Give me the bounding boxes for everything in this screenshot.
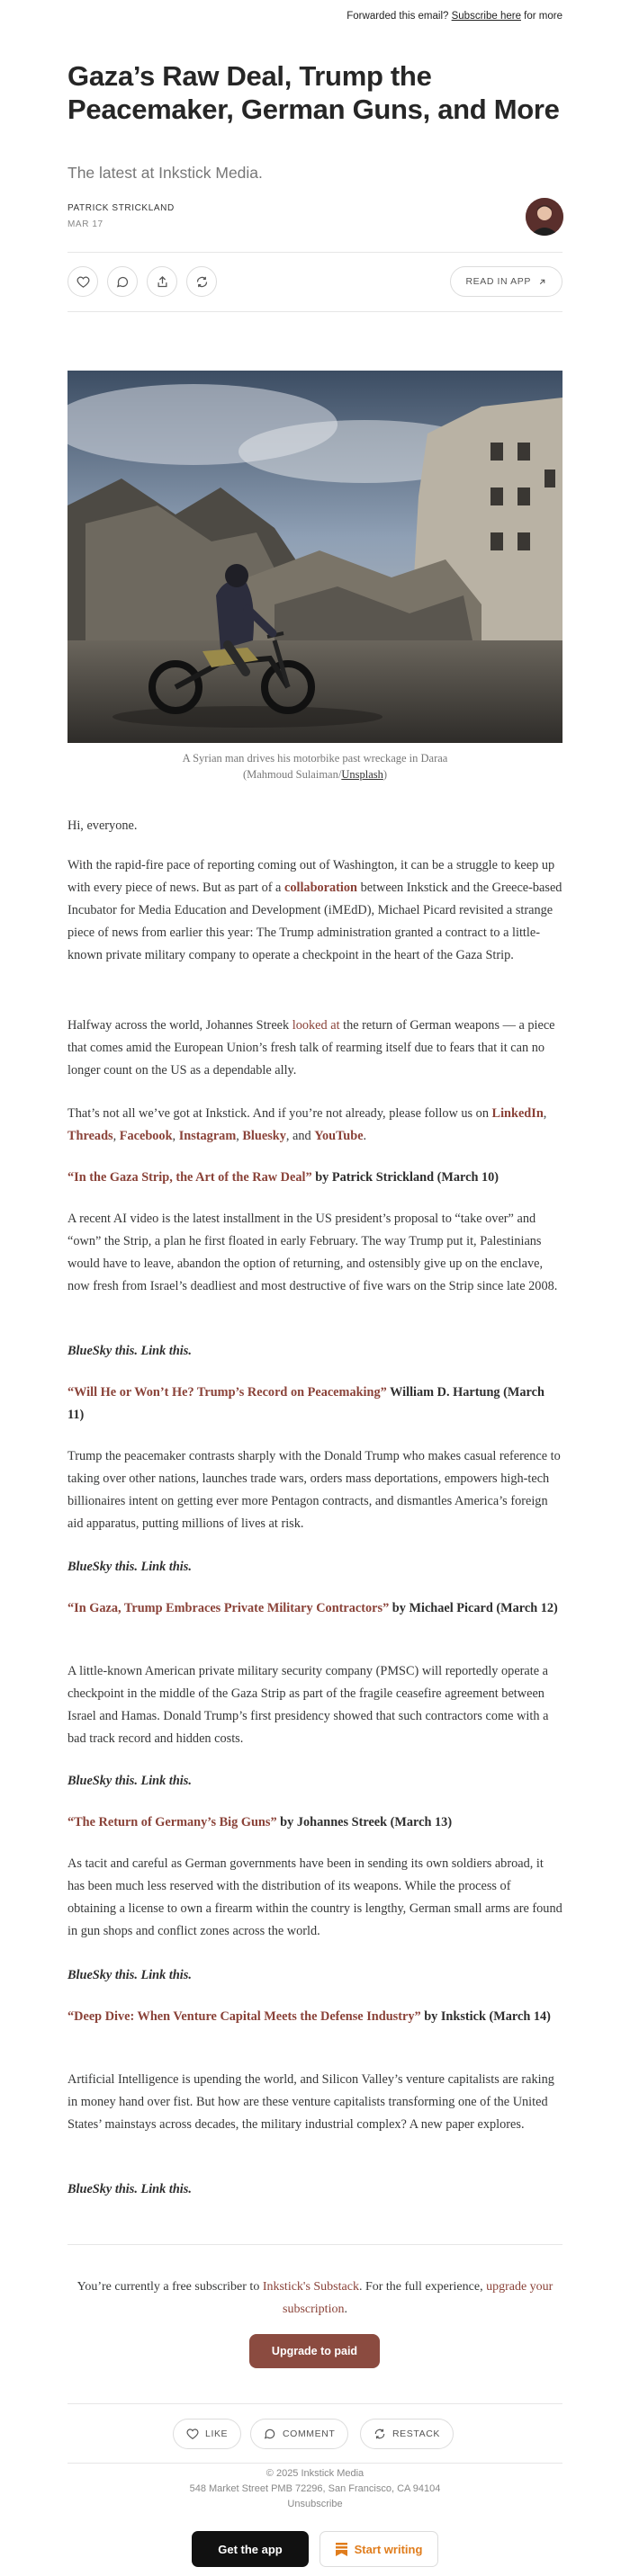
sep: , bbox=[543, 1106, 547, 1121]
restack-icon[interactable] bbox=[186, 266, 217, 297]
comment-button[interactable] bbox=[250, 2419, 348, 2449]
article-links: BlueSky this. Link this. bbox=[68, 1774, 192, 1788]
unsplash-link[interactable]: Unsplash bbox=[341, 768, 383, 781]
article-this-link[interactable]: this bbox=[168, 1774, 189, 1788]
article-summary: Trump the peacemaker contrasts sharply with the Donald Trump who makes casual reference to taking over other nations, launches trade wars, orders mass deportations, empowers high-tech billionaires intent on getting ever more Pentagon contracts, and dismantles America’s foreign aid apparatus, putting millions of lives at risk. bbox=[68, 1449, 561, 1531]
intro-2a: Halfway across the world, Johannes Streek bbox=[68, 1018, 292, 1033]
threads-link[interactable]: Threads bbox=[68, 1129, 113, 1143]
arrow-up-right-icon bbox=[537, 277, 547, 287]
read-in-app-button[interactable] bbox=[450, 266, 562, 297]
upgrade-link[interactable]: upgrade your subscription bbox=[283, 2280, 554, 2316]
like-button[interactable] bbox=[173, 2419, 241, 2449]
intro-1a: With the rapid-fire pace of reporting coming out of Washington, it can be a struggle to keep up with every piece of news. But as part of a bbox=[68, 858, 555, 895]
upgrade-to-paid-button[interactable]: Upgrade to paid bbox=[249, 2334, 380, 2368]
article-title-link[interactable]: “Deep Dive: When Venture Capital Meets the Defense Industry” bbox=[68, 2009, 421, 2024]
link-label: Link bbox=[140, 1560, 166, 1574]
article-title-link[interactable]: “In Gaza, Trump Embraces Private Military Contractors” bbox=[68, 1601, 390, 1615]
like-label: LIKE bbox=[205, 2428, 229, 2439]
article-title-link[interactable]: “Will He or Won’t He? Trump’s Record on Peacemaking” bbox=[68, 1385, 387, 1400]
link-label: Link bbox=[140, 2182, 166, 2196]
forward-suffix: for more bbox=[524, 11, 562, 22]
bluesky-label: BlueSky bbox=[68, 2182, 112, 2196]
substack-link[interactable]: Inkstick's Substack bbox=[262, 2280, 359, 2294]
heart-icon bbox=[186, 2428, 199, 2440]
caption-line-2 bbox=[68, 766, 562, 783]
bluesky-this-link[interactable]: this bbox=[114, 1774, 135, 1788]
sub-text-b: . For the full experience, bbox=[358, 2280, 487, 2294]
article-this-link[interactable]: this bbox=[168, 1560, 189, 1574]
link-label: Link bbox=[140, 1774, 166, 1788]
article-heading bbox=[68, 1167, 562, 1189]
bluesky-this-link[interactable]: this bbox=[114, 2182, 135, 2196]
bluesky-label: BlueSky bbox=[68, 1344, 112, 1358]
bluesky-this-link[interactable]: this bbox=[114, 1560, 135, 1574]
comment-icon[interactable] bbox=[107, 266, 138, 297]
sub-text-c: . bbox=[344, 2303, 347, 2316]
copyright: © 2025 Inkstick Media bbox=[266, 2468, 364, 2479]
article-byline: by Johannes Streek (March 13) bbox=[276, 1815, 453, 1829]
sep: , bbox=[172, 1129, 179, 1143]
bluesky-link[interactable]: Bluesky bbox=[242, 1129, 286, 1143]
article-heading bbox=[68, 2006, 562, 2028]
forward-text: Forwarded this email? bbox=[346, 11, 449, 22]
article-links: BlueSky this. Link this. bbox=[68, 1968, 192, 1982]
post-actions bbox=[68, 266, 562, 297]
collaboration-link[interactable]: collaboration bbox=[284, 881, 357, 895]
article-byline: by Patrick Strickland (March 10) bbox=[311, 1170, 500, 1185]
article-links: BlueSky this. Link this. bbox=[68, 2182, 192, 2196]
restack-icon bbox=[374, 2428, 386, 2440]
article-heading bbox=[68, 1811, 562, 1834]
period: . bbox=[363, 1129, 367, 1143]
hero-caption bbox=[68, 750, 562, 783]
instagram-link[interactable]: Instagram bbox=[178, 1129, 237, 1143]
article-byline: William D. Hartung (March 11) bbox=[68, 1385, 544, 1422]
article-summary: A recent AI video is the latest installment in the US president’s proposal to “take over” and “own” the Strip, a plan he first floated in early February. The way Trump put it, Palestinians would have to leave, abandon the option of returning, and ostensibly give up on the enclave, now fresh from Israel’s deadliest and most destructive of five wars on the Strip since late 2008. bbox=[68, 1212, 558, 1293]
article-summary: A little-known American private military security company (PMSC) will reportedly operate a checkpoint in the middle of the Gaza Strip as part of the fragile ceasefire agreement between Israel and Hamas. Donald Trump’s first presidency showed that such contractors come with a bad track record and hidden costs. bbox=[68, 1664, 549, 1746]
sep: , bbox=[236, 1129, 243, 1143]
avatar[interactable] bbox=[526, 198, 563, 236]
article-links: BlueSky this. Link this. bbox=[68, 1344, 192, 1358]
intro-paragraph-1 bbox=[68, 854, 562, 967]
link-label: Link bbox=[140, 1968, 166, 1982]
comment-icon bbox=[264, 2428, 276, 2440]
comment-label: COMMENT bbox=[283, 2428, 336, 2439]
author-name[interactable]: PATRICK STRICKLAND bbox=[68, 203, 175, 213]
article-byline: by Michael Picard (March 12) bbox=[389, 1601, 558, 1615]
start-writing-label: Start writing bbox=[354, 2542, 423, 2556]
bluesky-this-link[interactable]: this bbox=[114, 1968, 135, 1982]
restack-label: RESTACK bbox=[392, 2428, 441, 2439]
caption-line-1: A Syrian man drives his motorbike past wreckage in Daraa bbox=[182, 752, 448, 765]
bluesky-label: BlueSky bbox=[68, 1774, 112, 1788]
bluesky-label: BlueSky bbox=[68, 1968, 112, 1982]
follow-text: That’s not all we’ve got at Inkstick. And if you’re not already, please follow us on bbox=[68, 1106, 492, 1121]
greeting: Hi, everyone. bbox=[68, 818, 138, 833]
post-subtitle: The latest at Inkstick Media. bbox=[68, 164, 263, 182]
post-title: Gaza’s Raw Deal, Trump the Peacemaker, German Guns, and More bbox=[68, 60, 560, 125]
article-this-link[interactable]: this bbox=[168, 1344, 189, 1358]
and: , and bbox=[285, 1129, 315, 1143]
linkedin-link[interactable]: LinkedIn bbox=[491, 1106, 544, 1121]
article-this-link[interactable]: this bbox=[168, 2182, 189, 2196]
intro-paragraph-2 bbox=[68, 1015, 562, 1082]
article-summary: As tacit and careful as German governments have been in sending its own soldiers abroad, it has been much less reserved with the distribution of its weapons. While the process of obtaining a license to own a firearm within the country is lengthy, German small arms are found in gun shops and conflict zones across the world. bbox=[68, 1856, 562, 1938]
article-heading bbox=[68, 1597, 562, 1620]
subscription-notice bbox=[68, 2276, 562, 2321]
article-byline: by Inkstick (March 14) bbox=[420, 2009, 551, 2024]
bluesky-label: BlueSky bbox=[68, 1560, 112, 1574]
intro-2b: the return of German weapons — a piece that comes amid the European Union’s fresh talk of rearming itself due to fears that it can no longer count on the US as a dependable ally. bbox=[68, 1018, 555, 1078]
facebook-link[interactable]: Facebook bbox=[119, 1129, 173, 1143]
share-icon[interactable] bbox=[147, 266, 177, 297]
forward-notice bbox=[346, 11, 562, 22]
start-writing-button[interactable] bbox=[320, 2531, 438, 2567]
address: 548 Market Street PMB 72296, San Francisco, CA 94104 bbox=[189, 2483, 441, 2494]
read-in-app-label: READ IN APP bbox=[465, 276, 531, 287]
article-heading bbox=[68, 1382, 562, 1427]
substack-logo-icon bbox=[336, 2543, 347, 2556]
article-title-link[interactable]: “In the Gaza Strip, the Art of the Raw Deal” bbox=[68, 1170, 312, 1185]
bluesky-this-link[interactable]: this bbox=[114, 1344, 135, 1358]
unsubscribe-link[interactable]: Unsubscribe bbox=[287, 2499, 343, 2509]
like-icon[interactable] bbox=[68, 266, 98, 297]
subscribe-here-link[interactable]: Subscribe here bbox=[451, 11, 521, 22]
restack-button[interactable] bbox=[360, 2419, 454, 2449]
article-summary: Artificial Intelligence is upending the world, and Silicon Valley’s venture capitalists are raking in money hand over fist. But how are these venture capitalists transforming one of the United States’ mainstays across decades, the military industrial complex? A new paper explores. bbox=[68, 2072, 554, 2132]
sep: , bbox=[112, 1129, 120, 1143]
hero-image[interactable] bbox=[68, 371, 562, 743]
caption-prefix: (Mahmoud Sulaiman/ bbox=[242, 768, 342, 781]
follow-paragraph bbox=[68, 1103, 562, 1148]
article-title-link[interactable]: “The Return of Germany’s Big Guns” bbox=[68, 1815, 277, 1829]
link-label: Link bbox=[140, 1344, 166, 1358]
get-the-app-button[interactable]: Get the app bbox=[192, 2531, 309, 2567]
article-this-link[interactable]: this bbox=[168, 1968, 189, 1982]
article-links: BlueSky this. Link this. bbox=[68, 1560, 192, 1574]
youtube-link[interactable]: YouTube bbox=[314, 1129, 364, 1143]
post-date: MAR 17 bbox=[68, 219, 104, 229]
caption-suffix: ) bbox=[382, 768, 388, 781]
sub-text-a: You’re currently a free subscriber to bbox=[76, 2280, 263, 2294]
looked-at-link[interactable]: looked at bbox=[292, 1018, 340, 1033]
intro-1b: between Inkstick and the Greece-based Incubator for Media Education and Development (iMEdD), Michael Picard revisited a strange piece of news from earlier this year: The Trump administration granted a contract to a little-known private military company to operate a checkpoint in the heart of the Gaza Strip. bbox=[68, 881, 562, 962]
